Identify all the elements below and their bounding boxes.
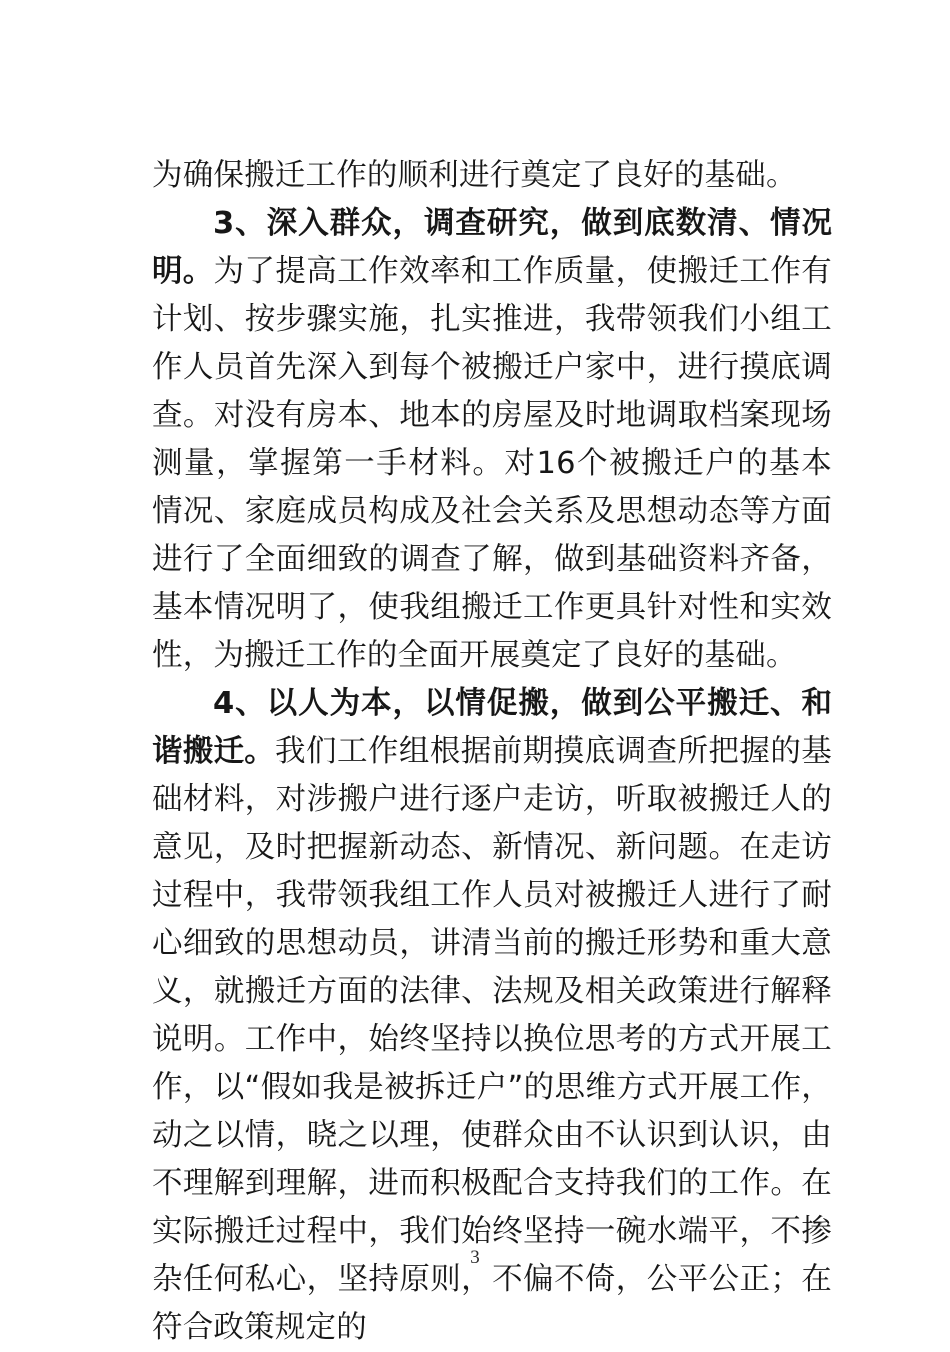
page-number: 3	[470, 1247, 480, 1268]
document-body-text	[152, 152, 832, 1352]
paragraph	[152, 200, 832, 680]
section-heading-run: 4、以人为本，以情促搬，做到公平搬迁、和谐搬迁。	[152, 686, 832, 769]
text-run: 为确保搬迁工作的顺利进行奠定了良好的基础。	[152, 158, 797, 193]
section-heading-run: 3、深入群众，调查研究，做到底数清、情况明。	[152, 206, 832, 289]
paragraph	[152, 152, 832, 200]
text-run: 我们工作组根据前期摸底调查所把握的基础材料，对涉搬户进行逐户走访，听取被搬迁人的意见，及时把握新动态、新情况、新问题。在走访过程中，我带领我组工作人员对被搬迁人进行了耐心细致的思想动员，讲清当前的搬迁形势和重大意义，就搬迁方面的法律、法规及相关政策进行解释说明。工作中，始终坚持以换位思考的方式开展工作，以“假如我是被拆迁户”的思维方式开展工作，动之以情，晓之以理，使群众由不认识到认识，由不理解到理解，进而积极配合支持我们的工作。在实际搬迁过程中，我们始终坚持一碗水端平，不掺杂任何私心，坚持原则，不偏不倚，公平公正；在符合政策规定的	[152, 734, 832, 1345]
text-run: 为了提高工作效率和工作质量，使搬迁工作有计划、按步骤实施，扎实推进，我带领我们小组工作人员首先深入到每个被搬迁户家中，进行摸底调查。对没有房本、地本的房屋及时地调取档案现场测量，掌握第一手材料。对16个被搬迁户的基本情况、家庭成员构成及社会关系及思想动态等方面进行了全面细致的调查了解，做到基础资料齐备，基本情况明了，使我组搬迁工作更具针对性和实效性，为搬迁工作的全面开展奠定了良好的基础。	[152, 254, 833, 673]
